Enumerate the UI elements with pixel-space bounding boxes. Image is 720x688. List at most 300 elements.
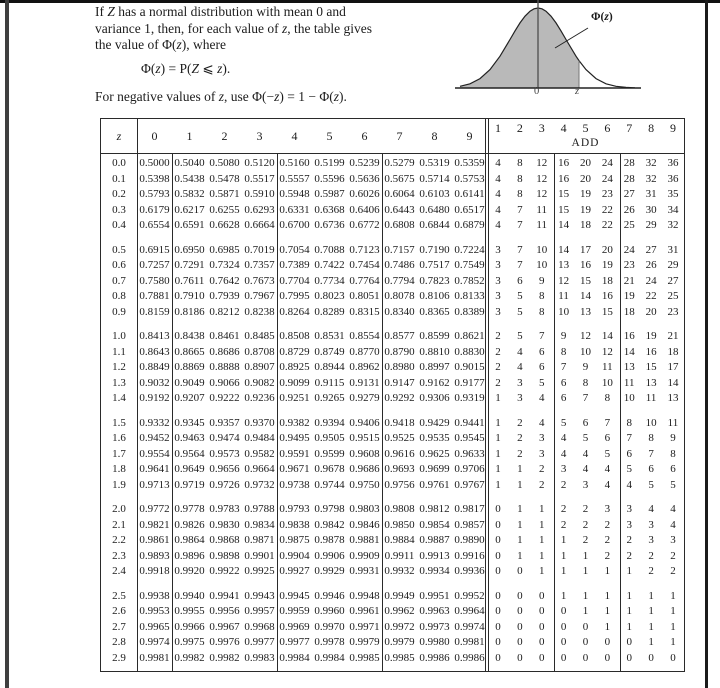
table-row (101, 549, 684, 565)
phi-value-cell: 0.9808 (384, 503, 415, 515)
add-value-cell: 12 (536, 157, 548, 169)
phi-value-cell: 0.9974 (454, 620, 485, 633)
add-value-cell: 19 (579, 203, 591, 216)
add-value-cell: 36 (667, 157, 679, 169)
phi-value-cell: 0.9761 (419, 478, 450, 491)
add-value-cell: 0 (538, 589, 545, 602)
add-value-cell: 0 (517, 620, 523, 633)
phi-value-cell: 0.6026 (349, 188, 380, 200)
phi-value-cell: 0.9962 (384, 605, 415, 617)
phi-value-cell: 0.9979 (384, 636, 415, 648)
add-value-cell: 24 (601, 157, 613, 169)
add-value-cell: 5 (604, 447, 611, 460)
phi-value-cell: 0.5160 (279, 157, 310, 169)
add-value-cell: 1 (670, 605, 676, 617)
add-value-cell: 7 (517, 203, 523, 216)
add-value-cell: 1 (670, 636, 676, 648)
add-value-cell: 2 (604, 549, 611, 562)
phi-value-cell: 0.7734 (314, 274, 345, 287)
add-digit-header: 1 (494, 120, 501, 135)
add-value-cell: 2 (495, 361, 501, 373)
phi-value-cell: 0.5398 (139, 172, 170, 185)
add-value-cell: 17 (579, 243, 591, 256)
phi-value-cell: 0.7257 (139, 259, 170, 271)
add-value-cell: 2 (648, 549, 654, 562)
phi-value-cell: 0.9656 (209, 463, 240, 475)
table-row (101, 329, 684, 345)
phi-value-cell: 0.7611 (174, 274, 205, 287)
phi-value-cell: 0.6772 (349, 219, 380, 231)
phi-value-cell: 0.9177 (454, 376, 485, 389)
add-value-cell: 28 (623, 172, 635, 185)
intro-line-2 (95, 21, 475, 38)
add-value-cell: 0 (582, 620, 589, 633)
phi-value-cell: 0.7157 (384, 243, 415, 256)
add-value-cell: 2 (495, 376, 501, 389)
add-value-cell: 2 (517, 432, 523, 444)
add-digit-header: 3 (538, 120, 545, 135)
add-value-cell: 1 (495, 432, 501, 444)
table-row (101, 391, 684, 407)
add-value-cell: 8 (648, 432, 654, 444)
add-value-cell: 4 (538, 416, 545, 429)
phi-value-cell: 0.8888 (209, 361, 240, 373)
phi-value-cell: 0.8907 (244, 361, 275, 373)
phi-value-cell: 0.8997 (419, 361, 450, 373)
phi-value-cell: 0.9893 (139, 549, 170, 562)
z-value-cell: 0.4 (112, 219, 126, 231)
add-value-cell: 15 (601, 305, 613, 318)
add-value-cell: 2 (670, 565, 676, 577)
add-value-cell: 3 (495, 305, 501, 318)
add-value-cell: 3 (648, 534, 654, 546)
table-row (101, 502, 684, 518)
phi-value-cell: 0.9633 (454, 447, 485, 460)
phi-value-cell: 0.9887 (419, 534, 450, 546)
phi-value-cell: 0.8365 (419, 305, 450, 318)
phi-value-cell: 0.9713 (139, 478, 170, 491)
phi-value-cell: 0.6255 (209, 203, 240, 216)
add-value-cell: 0 (517, 589, 523, 602)
add-digit-header: 8 (648, 120, 655, 135)
add-value-cell: 1 (495, 392, 501, 404)
add-value-cell: 4 (495, 203, 501, 216)
z-value-cell: 0.8 (112, 290, 126, 302)
text-fragment: z (604, 11, 609, 23)
phi-value-cell: 0.9778 (174, 503, 205, 515)
phi-value-cell: 0.8212 (209, 305, 240, 318)
phi-value-cell: 0.5793 (139, 188, 170, 200)
phi-value-cell: 0.5040 (174, 157, 205, 169)
phi-value-cell: 0.9686 (349, 463, 380, 475)
add-value-cell: 4 (648, 503, 654, 515)
row-group (101, 234, 684, 321)
add-value-cell: 1 (495, 416, 501, 429)
z-value-cell: 1.3 (112, 376, 126, 389)
add-value-cell: 5 (517, 290, 523, 302)
add-value-cell: 3 (495, 274, 501, 287)
add-value-cell: 7 (560, 361, 567, 373)
add-value-cell: 1 (582, 549, 589, 562)
add-value-cell: 2 (626, 534, 632, 546)
add-value-cell: 1 (604, 565, 611, 577)
phi-value-cell: 0.5120 (244, 157, 275, 169)
phi-value-cell: 0.9898 (209, 549, 240, 562)
phi-value-cell: 0.9664 (244, 463, 275, 475)
phi-value-cell: 0.6915 (139, 243, 170, 256)
phi-value-cell: 0.7580 (139, 274, 170, 287)
add-value-cell: 2 (582, 503, 589, 515)
add-value-cell: 2 (604, 534, 611, 546)
add-value-cell: 0 (495, 651, 501, 664)
add-value-cell: 1 (604, 605, 611, 617)
phi-value-cell: 0.9927 (279, 565, 310, 577)
add-value-cell: 4 (495, 219, 501, 231)
phi-value-cell: 0.5832 (174, 188, 205, 200)
phi-value-cell: 0.9625 (419, 447, 450, 460)
add-value-cell: 1 (560, 534, 567, 546)
add-value-cell: 1 (517, 503, 523, 515)
add-value-cell: 3 (495, 290, 501, 302)
add-value-cell: 1 (604, 620, 611, 633)
phi-value-cell: 0.7019 (244, 243, 275, 256)
phi-value-cell: 0.9963 (419, 605, 450, 617)
add-value-cell: 15 (558, 188, 570, 200)
phi-value-cell: 0.9207 (174, 392, 205, 404)
phi-value-cell: 0.8962 (349, 361, 380, 373)
phi-value-cell: 0.7995 (279, 290, 310, 302)
phi-value-cell: 0.8461 (209, 330, 240, 342)
add-value-cell: 24 (645, 274, 657, 287)
phi-value-cell: 0.9960 (314, 605, 345, 617)
add-value-cell: 2 (560, 503, 567, 515)
text-fragment: z (155, 61, 161, 76)
add-value-cell: 2 (517, 447, 523, 460)
table-row (101, 447, 684, 463)
digit-header: 2 (221, 128, 228, 143)
digit-column-headers (137, 119, 487, 153)
text-fragment: ) = P( (160, 61, 192, 76)
phi-value-cell: 0.8980 (384, 361, 415, 373)
add-value-cell: 4 (604, 478, 611, 491)
text-fragment: ). (338, 89, 347, 104)
table-row (101, 376, 684, 392)
phi-value-cell: 0.9564 (174, 447, 205, 460)
add-value-cell: 9 (538, 274, 545, 287)
phi-value-cell: 0.9961 (349, 605, 380, 617)
add-value-cell: 3 (626, 503, 632, 515)
phi-value-cell: 0.9505 (314, 432, 345, 444)
phi-value-cell: 0.7939 (209, 290, 240, 302)
add-value-cell: 26 (623, 203, 635, 216)
add-value-cell: 7 (538, 330, 545, 342)
phi-value-cell: 0.8577 (384, 330, 415, 342)
add-value-cell: 36 (667, 172, 679, 185)
z-value-cell: 0.3 (112, 203, 126, 216)
add-value-cell: 25 (667, 290, 679, 302)
phi-value-cell: 0.5948 (279, 188, 310, 200)
phi-value-cell: 0.9868 (209, 534, 240, 546)
add-value-cell: 6 (517, 274, 523, 287)
phi-value-cell: 0.9162 (419, 376, 450, 389)
phi-value-cell: 0.7389 (279, 259, 310, 271)
phi-value-cell: 0.9861 (139, 534, 170, 546)
phi-value-cell: 0.9904 (279, 549, 310, 562)
phi-value-cell: 0.9319 (454, 392, 485, 404)
add-value-cell: 0 (538, 651, 545, 664)
phi-value-cell: 0.9744 (314, 478, 345, 491)
phi-value-cell: 0.9964 (454, 605, 485, 617)
add-value-cell: 12 (579, 330, 591, 342)
text-fragment: z (176, 37, 182, 52)
add-digit-header: 9 (669, 120, 676, 135)
add-value-cell: 29 (645, 219, 657, 231)
phi-value-cell: 0.8238 (244, 305, 275, 318)
phi-value-cell: 0.8621 (454, 330, 485, 342)
phi-value-cell: 0.5871 (209, 188, 240, 200)
add-value-cell: 1 (538, 534, 545, 546)
phi-value-cell: 0.9484 (244, 432, 275, 444)
phi-value-cell: 0.9726 (209, 478, 240, 491)
add-value-cell: 2 (582, 518, 589, 531)
phi-value-cell: 0.9591 (279, 447, 310, 460)
phi-value-cell: 0.5557 (279, 172, 310, 185)
phi-value-cell: 0.9767 (454, 478, 485, 491)
phi-value-cell: 0.9951 (419, 589, 450, 602)
phi-definition-formula (141, 61, 230, 77)
add-value-cell: 0 (495, 589, 501, 602)
phi-value-cell: 0.5359 (454, 157, 485, 169)
phi-value-cell: 0.8289 (314, 305, 345, 318)
add-value-cell: 18 (579, 219, 591, 231)
phi-value-cell: 0.8078 (384, 290, 415, 302)
phi-value-cell: 0.8554 (349, 330, 380, 342)
add-value-cell: 1 (560, 589, 567, 602)
phi-value-cell: 0.8729 (279, 345, 310, 358)
phi-value-cell: 0.9015 (454, 361, 485, 373)
phi-value-cell: 0.9979 (349, 636, 380, 648)
shaded-area (460, 8, 579, 88)
add-value-cell: 3 (538, 447, 545, 460)
text-fragment: Φ( (141, 61, 156, 76)
phi-value-cell: 0.9982 (174, 651, 205, 664)
add-value-cell: 31 (667, 243, 679, 256)
add-value-cell: 2 (495, 330, 501, 342)
add-value-cell: 0 (604, 636, 611, 648)
phi-value-cell: 0.5319 (419, 157, 450, 169)
divider-after-add3 (554, 153, 555, 671)
phi-value-cell: 0.9854 (419, 518, 450, 531)
phi-value-cell: 0.9956 (209, 605, 240, 617)
add-value-cell: 20 (645, 305, 657, 318)
add-value-cell: 13 (667, 392, 679, 404)
phi-value-cell: 0.6141 (454, 188, 485, 200)
phi-value-cell: 0.6985 (209, 243, 240, 256)
add-value-cell: 4 (538, 392, 545, 404)
add-digit-header: 4 (560, 120, 567, 135)
text-fragment: For negative values of (95, 89, 219, 104)
add-section-left-border (488, 119, 489, 671)
phi-value-cell: 0.7967 (244, 290, 275, 302)
add-value-cell: 12 (558, 274, 570, 287)
add-value-cell: 32 (645, 172, 657, 185)
phi-value-cell: 0.8023 (314, 290, 345, 302)
text-fragment: z (274, 89, 280, 104)
phi-value-cell: 0.6736 (314, 219, 345, 231)
divider-after-z-column (137, 119, 138, 671)
phi-value-cell: 0.8749 (314, 345, 345, 358)
add-value-cell: 3 (626, 518, 632, 531)
phi-value-cell: 0.7642 (209, 274, 240, 287)
add-value-cell: 13 (623, 361, 635, 373)
z-value-cell: 0.9 (112, 305, 126, 318)
add-value-cell: 18 (601, 274, 613, 287)
phi-value-cell: 0.7454 (349, 259, 380, 271)
add-value-cell: 8 (517, 188, 523, 200)
phi-value-cell: 0.9981 (139, 651, 170, 664)
phi-value-cell: 0.9452 (139, 432, 170, 444)
phi-value-cell: 0.6368 (314, 203, 345, 216)
phi-value-cell: 0.6591 (174, 219, 205, 231)
add-value-cell: 0 (560, 620, 567, 633)
add-value-cell: 14 (667, 376, 679, 389)
phi-value-cell: 0.6217 (174, 203, 205, 216)
phi-value-cell: 0.9147 (384, 376, 415, 389)
text-fragment: ) (608, 11, 613, 23)
phi-value-cell: 0.8599 (419, 330, 450, 342)
table-row (101, 156, 684, 172)
add-value-cell: 2 (538, 478, 545, 491)
text-fragment: ). (222, 61, 231, 76)
add-value-cell: 31 (645, 188, 657, 200)
add-value-cell: 11 (645, 392, 657, 404)
phi-value-cell: 0.9418 (384, 416, 415, 429)
phi-value-cell: 0.6844 (419, 219, 450, 231)
phi-value-cell: 0.9969 (279, 620, 310, 633)
phi-value-cell: 0.6554 (139, 219, 170, 231)
add-value-cell: 6 (648, 463, 654, 475)
add-value-cell: 10 (536, 259, 548, 271)
add-value-cell: 0 (495, 549, 501, 562)
text-fragment: z (282, 20, 288, 36)
z-value-cell: 1.6 (112, 432, 126, 444)
phi-value-cell: 0.9406 (349, 416, 380, 429)
phi-value-cell: 0.9975 (174, 636, 205, 648)
phi-value-cell: 0.9429 (419, 416, 450, 429)
phi-value-cell: 0.9941 (209, 589, 240, 602)
digit-header: 1 (186, 128, 193, 143)
add-value-cell: 26 (645, 259, 657, 271)
phi-value-cell: 0.9049 (174, 376, 205, 389)
add-value-cell: 18 (667, 345, 679, 358)
add-value-cell: 8 (626, 416, 632, 429)
phi-value-cell: 0.9973 (419, 620, 450, 633)
table-row (101, 360, 684, 376)
z-value-cell: 0.2 (112, 188, 126, 200)
phi-value-cell: 0.9974 (139, 636, 170, 648)
add-value-cell: 8 (582, 376, 589, 389)
table-row (101, 635, 684, 651)
phi-value-cell: 0.7123 (349, 243, 380, 256)
add-value-cell: 16 (645, 345, 657, 358)
add-value-cell: 0 (648, 651, 654, 664)
phi-value-cell: 0.6628 (209, 219, 240, 231)
add-value-cell: 1 (538, 565, 545, 577)
phi-value-cell: 0.9934 (419, 565, 450, 577)
row-group (101, 407, 684, 494)
intro-line-3 (95, 37, 475, 54)
add-value-cell: 4 (670, 503, 676, 515)
phi-value-cell: 0.9693 (384, 463, 415, 475)
add-value-cell: 24 (601, 172, 613, 185)
phi-value-cell: 0.9793 (279, 503, 310, 515)
add-value-cell: 12 (536, 188, 548, 200)
phi-value-cell: 0.9265 (314, 392, 345, 404)
phi-value-cell: 0.7673 (244, 274, 275, 287)
add-value-cell: 4 (582, 447, 589, 460)
add-value-cell: 6 (604, 432, 611, 444)
phi-value-cell: 0.9929 (314, 565, 345, 577)
table-row (101, 651, 684, 667)
add-value-cell: 3 (604, 503, 611, 515)
table-row (101, 172, 684, 188)
add-value-cell: 16 (558, 157, 570, 169)
phi-value-cell: 0.9916 (454, 549, 485, 562)
phi-value-cell: 0.9871 (244, 534, 275, 546)
add-value-cell: 21 (623, 274, 635, 287)
z-column-header: z (116, 128, 122, 143)
add-value-cell: 2 (582, 534, 589, 546)
phi-value-cell: 0.9931 (349, 565, 380, 577)
z-value-cell: 0.5 (112, 243, 126, 256)
phi-value-cell: 0.5080 (209, 157, 240, 169)
digit-header: 4 (291, 128, 298, 143)
phi-value-cell: 0.9884 (384, 534, 415, 546)
text-fragment: , use Φ(− (223, 89, 275, 104)
add-value-cell: 1 (670, 589, 676, 602)
add-value-cell: 3 (495, 243, 501, 256)
add-value-cell: 12 (536, 172, 548, 185)
phi-value-cell: 0.9906 (314, 549, 345, 562)
phi-value-cell: 0.9984 (279, 651, 310, 664)
add-value-cell: 1 (495, 463, 501, 475)
table-row (101, 203, 684, 219)
phi-value-cell: 0.5438 (174, 172, 205, 185)
add-value-cell: 7 (626, 432, 632, 444)
add-value-cell: 4 (517, 361, 523, 373)
phi-value-cell: 0.9345 (174, 416, 205, 429)
add-value-cell: 0 (495, 503, 501, 515)
add-value-cell: 1 (560, 565, 567, 577)
divider-after-add6 (620, 153, 621, 671)
phi-value-cell: 0.6293 (244, 203, 275, 216)
add-value-cell: 14 (558, 243, 570, 256)
bell-curve-graphic (455, 0, 641, 102)
z-value-cell: 2.4 (112, 565, 126, 577)
z-value-cell: 2.1 (112, 518, 126, 531)
divider-after-col3 (277, 153, 278, 671)
add-value-cell: 10 (623, 392, 635, 404)
text-fragment: , the table gives (287, 20, 373, 36)
phi-value-cell: 0.9099 (279, 376, 310, 389)
phi-value-cell: 0.9913 (419, 549, 450, 562)
phi-value-cell: 0.9525 (384, 432, 415, 444)
add-value-cell: 6 (582, 416, 589, 429)
phi-value-cell: 0.9222 (209, 392, 240, 404)
phi-value-cell: 0.9817 (454, 503, 485, 515)
phi-value-cell: 0.9875 (279, 534, 310, 546)
phi-value-cell: 0.8708 (244, 345, 275, 358)
